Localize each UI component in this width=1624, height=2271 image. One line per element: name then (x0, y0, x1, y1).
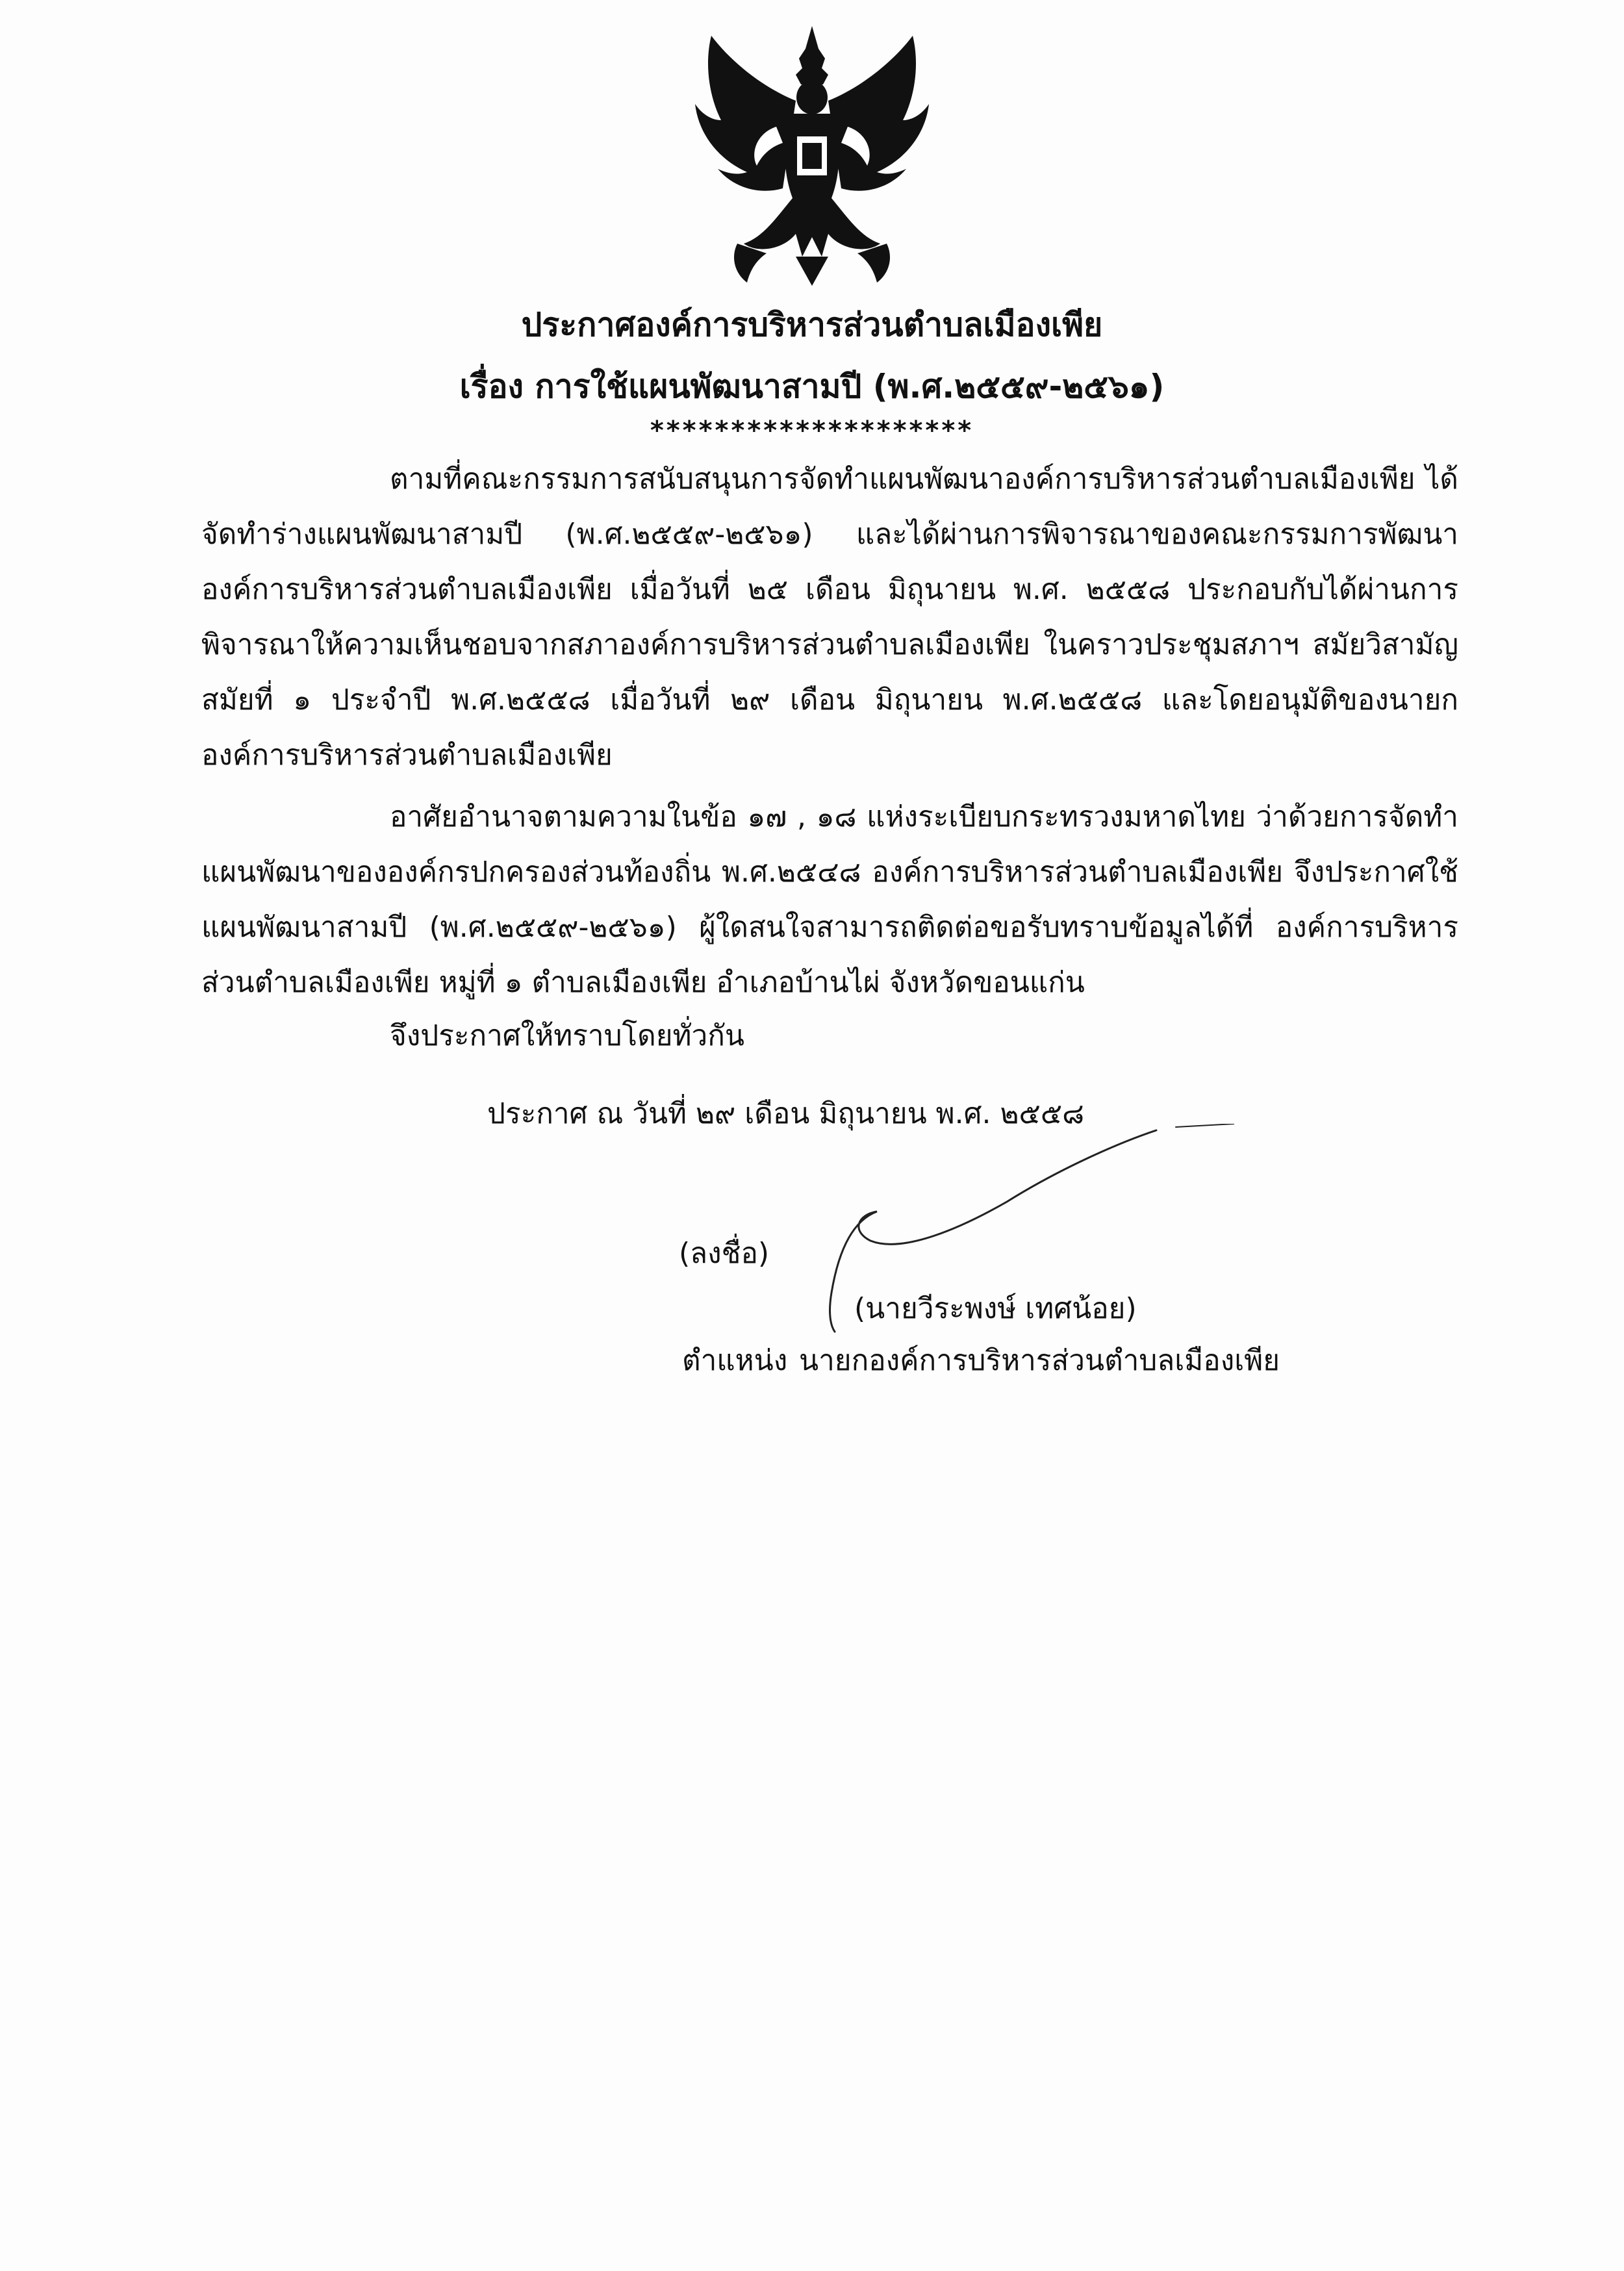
signed-label: (ลงชื่อ) (679, 1237, 770, 1270)
body-paragraph-2: อาศัยอำนาจตามความในข้อ ๑๗ , ๑๘ แห่งระเบียบกระทรวงมหาดไทย ว่าด้วยการจัดทำแผนพัฒนาขององค์กรปกครองส่วนท้องถิ่น พ.ศ.๒๕๔๘ องค์การบริหารส่วนตำบลเมืองเพีย จึงประกาศใช้แผนพัฒนาสามปี (พ.ศ.๒๕๕๙-๒๕๖๑) ผู้ใดสนใจสามารถติดต่อขอรับทราบข้อมูลได้ที่ องค์การบริหารส่วนตำบลเมืองเพีย หมู่ที่ ๑ ตำบลเมืองเพีย อำเภอบ้านไผ่ จังหวัดขอนแก่น (201, 800, 1458, 999)
closing-statement: จึงประกาศให้ทราบโดยทั่วกัน (390, 1019, 744, 1052)
position-label: ตำแหน่ง (682, 1344, 788, 1377)
position-title: นายกองค์การบริหารส่วนตำบลเมืองเพีย (799, 1344, 1280, 1377)
separator-line: ******************** (650, 416, 974, 446)
announcement-title: ประกาศองค์การบริหารส่วนตำบลเมืองเพีย (521, 306, 1103, 344)
signatory-position (682, 1341, 1280, 1380)
announcement-date: ประกาศ ณ วันที่ ๒๙ เดือน มิถุนายน พ.ศ. ๒๕๕๘ (487, 1097, 1085, 1130)
garuda-emblem-icon (685, 23, 939, 289)
announcement-subject: เรื่อง การใช้แผนพัฒนาสามปี (พ.ศ.๒๕๕๙-๒๕๖๑) (459, 368, 1165, 405)
body-paragraph-1: ตามที่คณะกรรมการสนับสนุนการจัดทำแผนพัฒนาองค์การบริหารส่วนตำบลเมืองเพีย ได้จัดทำร่างแผนพัฒนาสามปี (พ.ศ.๒๕๕๙-๒๕๖๑) และได้ผ่านการพิจารณาของคณะกรรมการพัฒนาองค์การบริหารส่วนตำบลเมืองเพีย เมื่อวันที่ ๒๕ เดือน มิถุนายน พ.ศ. ๒๕๕๘ ประกอบกับได้ผ่านการพิจารณาให้ความเห็นชอบจากสภาองค์การบริหารส่วนตำบลเมืองเพีย ในคราวประชุมสภาฯ สมัยวิสามัญ สมัยที่ ๑ ประจำปี พ.ศ.๒๕๕๘ เมื่อวันที่ ๒๙ เดือน มิถุนายน พ.ศ.๒๕๕๘ และโดยอนุมัติของนายกองค์การบริหารส่วนตำบลเมืองเพีย (201, 463, 1458, 772)
signatory-name: (นายวีระพงษ์ เทศน้อย) (854, 1292, 1137, 1325)
